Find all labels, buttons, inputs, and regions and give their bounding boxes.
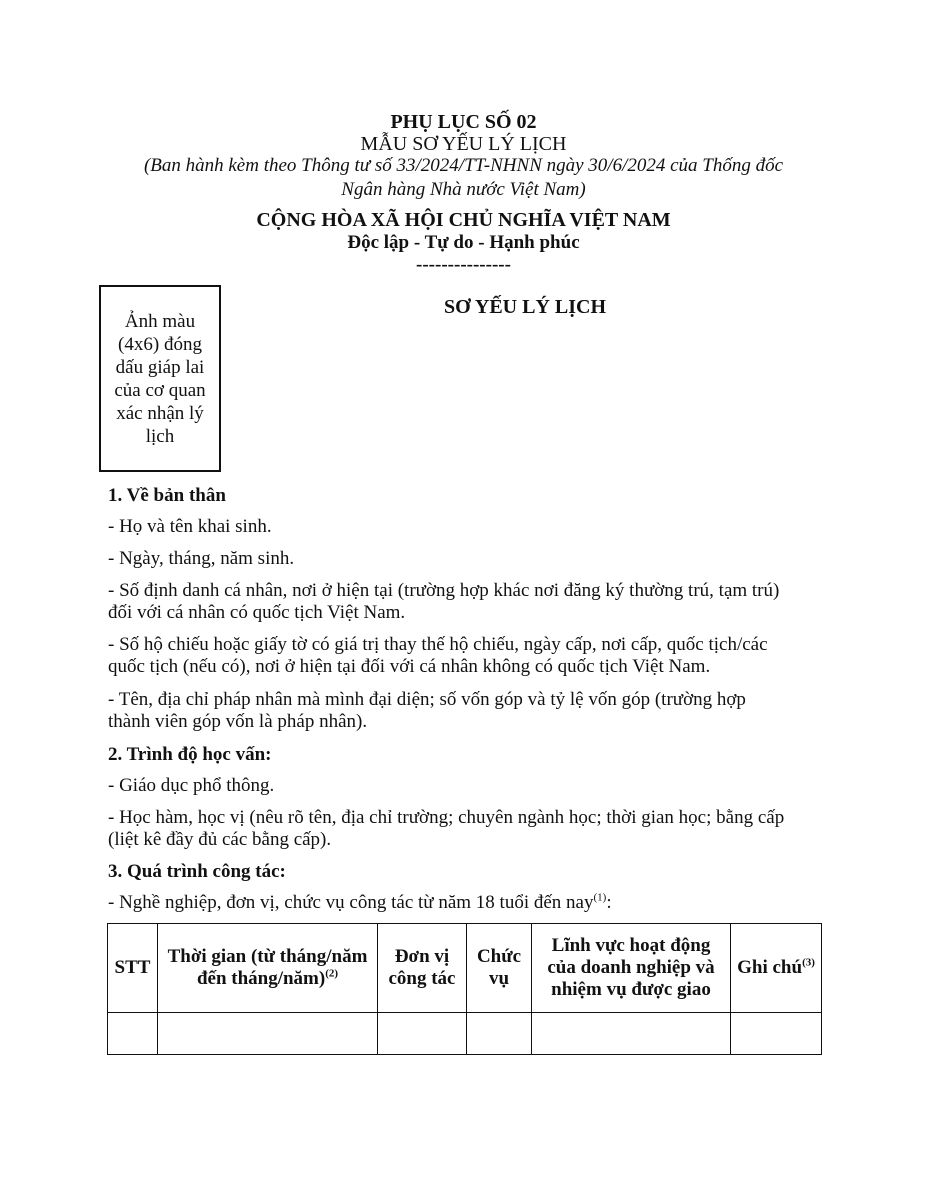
table-header-row — [108, 924, 822, 1013]
text-line: - Tên, địa chỉ pháp nhân mà mình đại diện; số vốn góp và tỷ lệ vốn góp (trường hợp — [108, 689, 746, 710]
photo-placeholder — [99, 285, 221, 472]
header-line: của doanh nghiệp và — [547, 957, 715, 978]
header-line: Lĩnh vực hoạt động — [551, 935, 711, 956]
section3-heading: 3. Quá trình công tác: — [108, 861, 286, 882]
section3-intro — [108, 892, 823, 914]
header-work-unit — [378, 924, 467, 1013]
header-text: Ghi chú — [737, 957, 803, 978]
header-text: đến tháng/năm) — [196, 968, 326, 989]
header-line: Đơn vị — [394, 946, 450, 967]
photo-caption-line: (4x6) đóng — [118, 333, 202, 355]
form-title: SƠ YẾU LÝ LỊCH — [443, 296, 607, 318]
section2-item-degrees — [108, 807, 823, 851]
photo-caption-line: xác nhận lý — [116, 402, 204, 424]
table-cell[interactable] — [108, 1013, 158, 1055]
issued-note — [100, 154, 827, 202]
section1-item-personal-id — [108, 580, 823, 624]
header-line: công tác — [388, 968, 456, 989]
section1-item-birth-name: - Họ và tên khai sinh. — [108, 516, 272, 537]
text-line: quốc tịch (nếu có), nơi ở hiện tại đối với cá nhân không có quốc tịch Việt Nam. — [108, 656, 711, 677]
country-name: CỘNG HÒA XÃ HỘI CHỦ NGHĨA VIỆT NAM — [256, 209, 671, 231]
footnote-marker: (1) — [593, 891, 607, 904]
section2-item-general-education: - Giáo dục phổ thông. — [108, 775, 275, 796]
appendix-title: PHỤ LỤC SỐ 02 — [390, 111, 537, 133]
issued-note-line2: Ngân hàng Nhà nước Việt Nam) — [341, 179, 586, 200]
section1-heading: 1. Về bản thân — [108, 485, 226, 506]
section1-item-birth-date: - Ngày, tháng, năm sinh. — [108, 548, 295, 569]
table-cell[interactable] — [378, 1013, 467, 1055]
table-cell[interactable] — [467, 1013, 532, 1055]
section2-heading: 2. Trình độ học vấn: — [108, 744, 272, 765]
header-time-period — [158, 924, 378, 1013]
text-line: - Số định danh cá nhân, nơi ở hiện tại (trường hợp khác nơi đăng ký thường trú, tạm trú) — [108, 580, 780, 601]
header-line: vụ — [488, 968, 510, 989]
table-row — [108, 1013, 822, 1055]
header-position — [467, 924, 532, 1013]
national-motto: Độc lập - Tự do - Hạnh phúc — [347, 232, 580, 253]
photo-caption-line: lịch — [145, 425, 175, 447]
table-cell[interactable] — [731, 1013, 822, 1055]
header-line: Chức — [476, 946, 522, 967]
text-line: - Học hàm, học vị (nêu rõ tên, địa chỉ trường; chuyên ngành học; thời gian học; bằng cấp — [108, 807, 785, 828]
section1-item-passport — [108, 634, 823, 678]
text-line: đối với cá nhân có quốc tịch Việt Nam. — [108, 602, 406, 623]
work-history-table — [107, 923, 822, 1055]
photo-caption-line: Ảnh màu — [124, 310, 196, 332]
header-notes — [731, 924, 822, 1013]
photo-caption — [114, 310, 205, 448]
header-business-field — [532, 924, 731, 1013]
header-line — [158, 968, 377, 990]
header-divider: --------------- — [416, 254, 511, 275]
text-line: thành viên góp vốn là pháp nhân). — [108, 711, 368, 732]
section3-intro-text: - Nghề nghiệp, đơn vị, chức vụ công tác từ năm 18 tuổi đến nay — [108, 892, 594, 913]
footnote-marker: (3) — [802, 956, 815, 969]
table-cell[interactable] — [532, 1013, 731, 1055]
header-line: Thời gian (từ tháng/năm — [167, 946, 368, 967]
colon: : — [606, 892, 612, 913]
table-cell[interactable] — [158, 1013, 378, 1055]
issued-note-line1: (Ban hành kèm theo Thông tư số 33/2024/TT-NHNN ngày 30/6/2024 của Thống đốc — [143, 155, 784, 176]
photo-caption-line: dấu giáp lai — [115, 356, 205, 378]
text-line: (liệt kê đầy đủ các bằng cấp). — [108, 829, 332, 850]
header-line: nhiệm vụ được giao — [551, 979, 711, 1000]
photo-caption-line: của cơ quan — [114, 379, 206, 401]
form-name: MẪU SƠ YẾU LÝ LỊCH — [360, 133, 567, 155]
footnote-marker: (2) — [325, 967, 339, 980]
section1-item-legal-entity — [108, 689, 823, 733]
header-stt: STT — [108, 924, 158, 1013]
text-line: - Số hộ chiếu hoặc giấy tờ có giá trị thay thế hộ chiếu, ngày cấp, nơi cấp, quốc tịch/các — [108, 634, 768, 655]
